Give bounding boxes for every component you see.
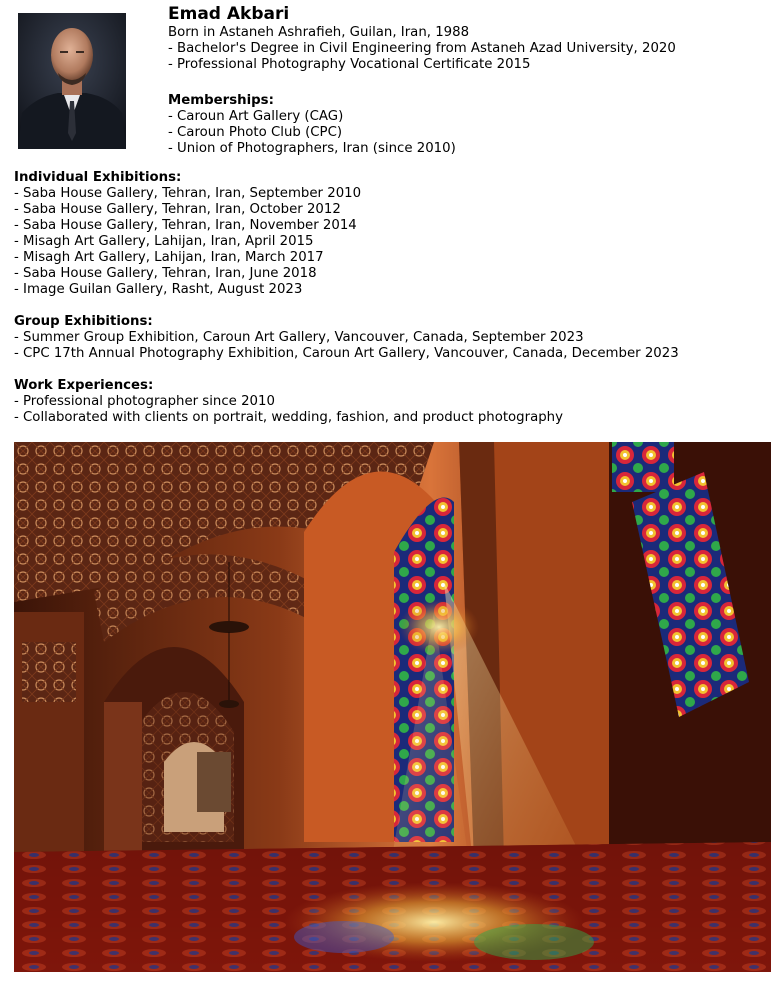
- bio-line: - Bachelor's Degree in Civil Engineering from Astaneh Azad University, 2020: [168, 41, 676, 56]
- memberships-title: Memberships:: [168, 93, 274, 108]
- bio-line: - Professional Photography Vocational Certificate 2015: [168, 57, 531, 72]
- group-exhibitions-title: Group Exhibitions:: [14, 314, 153, 329]
- work-experiences-section: [14, 378, 774, 426]
- exhibition-item: - Saba House Gallery, Tehran, Iran, November 2014: [14, 218, 357, 233]
- exhibition-item: - Misagh Art Gallery, Lahijan, Iran, April 2015: [14, 234, 314, 249]
- group-exhibition-item: - Summer Group Exhibition, Caroun Art Gallery, Vancouver, Canada, September 2023: [14, 330, 584, 345]
- individual-exhibitions-section: [14, 170, 774, 298]
- exhibition-item: - Saba House Gallery, Tehran, Iran, September 2010: [14, 186, 362, 201]
- exhibition-item: - Saba House Gallery, Tehran, Iran, June 2018: [14, 266, 317, 281]
- bio-section: [168, 4, 768, 157]
- exhibition-item: - Image Guilan Gallery, Rasht, August 2023: [14, 282, 303, 297]
- group-exhibition-item: - CPC 17th Annual Photography Exhibition, Caroun Art Gallery, Vancouver, Canada, December 2023: [14, 346, 679, 361]
- group-exhibitions-section: [14, 314, 774, 362]
- exhibition-item: - Misagh Art Gallery, Lahijan, Iran, March 2017: [14, 250, 324, 265]
- cv-sections: [14, 170, 774, 442]
- work-experience-item: - Professional photographer since 2010: [14, 394, 275, 409]
- person-name: Emad Akbari: [168, 4, 290, 24]
- work-experience-item: - Collaborated with clients on portrait, wedding, fashion, and product photography: [14, 410, 563, 425]
- memberships-section: [168, 93, 768, 157]
- membership-item: - Caroun Art Gallery (CAG): [168, 109, 344, 124]
- work-experiences-title: Work Experiences:: [14, 378, 154, 393]
- individual-exhibitions-title: Individual Exhibitions:: [14, 170, 182, 185]
- bio-line: Born in Astaneh Ashrafieh, Guilan, Iran, 1988: [168, 25, 470, 40]
- mosque-interior-photo: [14, 442, 771, 972]
- exhibition-item: - Saba House Gallery, Tehran, Iran, October 2012: [14, 202, 341, 217]
- portrait-photo: [18, 13, 126, 149]
- membership-item: - Union of Photographers, Iran (since 2010): [168, 141, 456, 156]
- membership-item: - Caroun Photo Club (CPC): [168, 125, 343, 140]
